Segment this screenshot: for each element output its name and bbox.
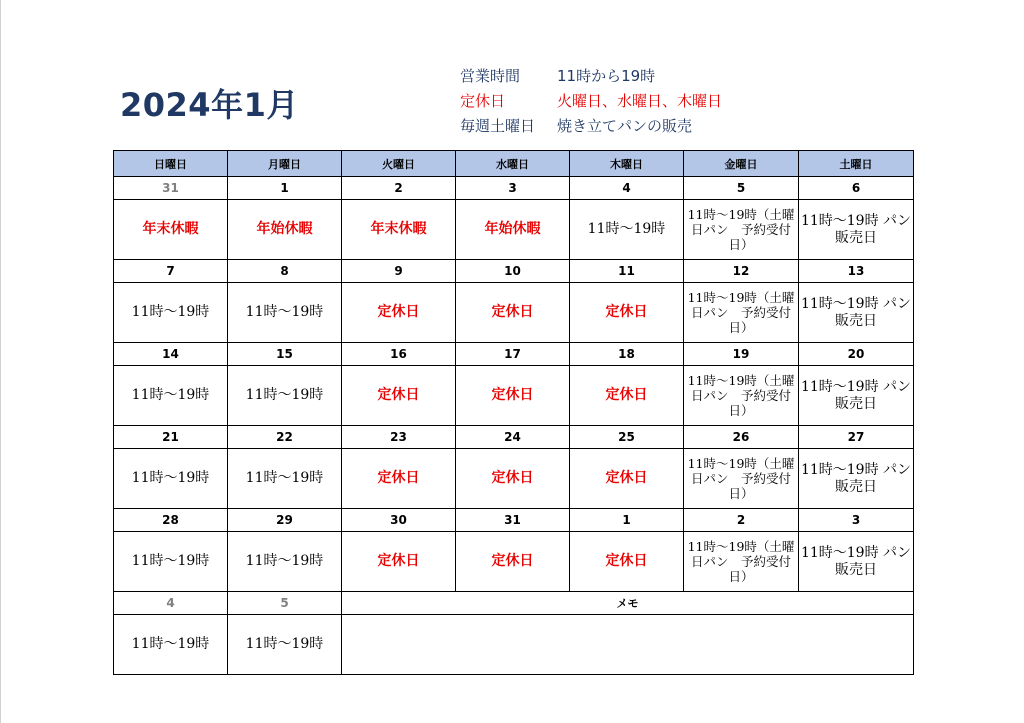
info-label: 定休日 bbox=[460, 92, 506, 110]
bread-reservation-day: 11時～19時（土曜日パン 予約受付日） bbox=[684, 200, 799, 260]
business-hours: 11時～19時 bbox=[114, 615, 228, 675]
bread-sale-day: 11時～19時 パン販売日 bbox=[799, 532, 914, 592]
info-value: 火曜日、水曜日、木曜日 bbox=[557, 92, 723, 110]
page-title: 2024年1月 bbox=[120, 86, 299, 124]
business-hours: 11時～19時 bbox=[228, 366, 342, 426]
weekday-mon: 月曜日 bbox=[228, 151, 342, 177]
date-number: 1 bbox=[570, 509, 684, 532]
date-row bbox=[114, 426, 914, 449]
date-number: 21 bbox=[114, 426, 228, 449]
date-row bbox=[114, 343, 914, 366]
schedule-row bbox=[114, 615, 914, 675]
date-number: 23 bbox=[342, 426, 456, 449]
date-number: 26 bbox=[684, 426, 799, 449]
year-end-holiday: 年末休暇 bbox=[342, 200, 456, 260]
memo-label: メモ bbox=[342, 592, 914, 615]
schedule-row bbox=[114, 366, 914, 426]
date-number: 3 bbox=[456, 177, 570, 200]
closed-day: 定休日 bbox=[570, 283, 684, 343]
date-number: 1 bbox=[228, 177, 342, 200]
business-info bbox=[460, 64, 722, 139]
weekday-header-row bbox=[114, 151, 914, 177]
closed-day: 定休日 bbox=[456, 532, 570, 592]
year-start-holiday: 年始休暇 bbox=[228, 200, 342, 260]
date-number: 11 bbox=[570, 260, 684, 283]
closed-day: 定休日 bbox=[456, 366, 570, 426]
date-number: 30 bbox=[342, 509, 456, 532]
date-number: 8 bbox=[228, 260, 342, 283]
business-hours: 11時～19時 bbox=[228, 615, 342, 675]
date-number: 27 bbox=[799, 426, 914, 449]
info-label: 毎週土曜日 bbox=[460, 117, 536, 135]
date-number: 7 bbox=[114, 260, 228, 283]
bread-sale-day: 11時～19時 パン販売日 bbox=[799, 366, 914, 426]
date-number: 9 bbox=[342, 260, 456, 283]
date-number: 4 bbox=[570, 177, 684, 200]
date-row bbox=[114, 260, 914, 283]
date-number: 13 bbox=[799, 260, 914, 283]
bread-sale-day: 11時～19時 パン販売日 bbox=[799, 449, 914, 509]
date-number: 3 bbox=[799, 509, 914, 532]
business-hours: 11時～19時 bbox=[228, 449, 342, 509]
info-saturday bbox=[460, 114, 722, 139]
schedule-row bbox=[114, 532, 914, 592]
closed-day: 定休日 bbox=[342, 366, 456, 426]
year-end-holiday: 年末休暇 bbox=[114, 200, 228, 260]
date-number: 28 bbox=[114, 509, 228, 532]
weekday-wed: 水曜日 bbox=[456, 151, 570, 177]
closed-day: 定休日 bbox=[342, 283, 456, 343]
date-number: 18 bbox=[570, 343, 684, 366]
closed-day: 定休日 bbox=[570, 532, 684, 592]
bread-reservation-day: 11時～19時（土曜日パン 予約受付日） bbox=[684, 366, 799, 426]
weekday-thu: 木曜日 bbox=[570, 151, 684, 177]
date-number: 24 bbox=[456, 426, 570, 449]
date-row bbox=[114, 177, 914, 200]
info-value: 11時から19時 bbox=[557, 67, 656, 85]
closed-day: 定休日 bbox=[456, 283, 570, 343]
date-row bbox=[114, 509, 914, 532]
bread-sale-day: 11時～19時 パン販売日 bbox=[799, 283, 914, 343]
business-hours: 11時～19時 bbox=[228, 532, 342, 592]
date-number: 22 bbox=[228, 426, 342, 449]
date-number: 12 bbox=[684, 260, 799, 283]
business-hours: 11時～19時 bbox=[114, 449, 228, 509]
date-number: 15 bbox=[228, 343, 342, 366]
info-label: 営業時間 bbox=[460, 67, 521, 85]
date-number: 31 bbox=[114, 177, 228, 200]
closed-day: 定休日 bbox=[342, 449, 456, 509]
date-number: 2 bbox=[342, 177, 456, 200]
calendar-table bbox=[113, 150, 914, 675]
date-number: 6 bbox=[799, 177, 914, 200]
closed-day: 定休日 bbox=[570, 366, 684, 426]
date-number: 5 bbox=[684, 177, 799, 200]
date-number: 29 bbox=[228, 509, 342, 532]
business-hours: 11時～19時 bbox=[228, 283, 342, 343]
memo-area[interactable] bbox=[342, 615, 914, 675]
closed-day: 定休日 bbox=[456, 449, 570, 509]
date-number: 16 bbox=[342, 343, 456, 366]
bread-sale-day: 11時～19時 パン販売日 bbox=[799, 200, 914, 260]
date-number: 17 bbox=[456, 343, 570, 366]
date-number: 2 bbox=[684, 509, 799, 532]
business-hours: 11時～19時 bbox=[114, 283, 228, 343]
date-number: 25 bbox=[570, 426, 684, 449]
schedule-row bbox=[114, 200, 914, 260]
year-start-holiday: 年始休暇 bbox=[456, 200, 570, 260]
bread-reservation-day: 11時～19時（土曜日パン 予約受付日） bbox=[684, 283, 799, 343]
weekday-fri: 金曜日 bbox=[684, 151, 799, 177]
info-value: 焼き立てパンの販売 bbox=[557, 117, 693, 135]
weekday-sat: 土曜日 bbox=[799, 151, 914, 177]
page-edge bbox=[0, 0, 1, 723]
bread-reservation-day: 11時～19時（土曜日パン 予約受付日） bbox=[684, 449, 799, 509]
date-number: 31 bbox=[456, 509, 570, 532]
business-hours: 11時～19時 bbox=[570, 200, 684, 260]
date-number: 5 bbox=[228, 592, 342, 615]
date-number: 14 bbox=[114, 343, 228, 366]
business-hours: 11時～19時 bbox=[114, 366, 228, 426]
date-number: 20 bbox=[799, 343, 914, 366]
weekday-sun: 日曜日 bbox=[114, 151, 228, 177]
closed-day: 定休日 bbox=[570, 449, 684, 509]
date-row bbox=[114, 592, 914, 615]
weekday-tue: 火曜日 bbox=[342, 151, 456, 177]
closed-day: 定休日 bbox=[342, 532, 456, 592]
schedule-row bbox=[114, 449, 914, 509]
info-hours bbox=[460, 64, 722, 89]
schedule-row bbox=[114, 283, 914, 343]
info-closed bbox=[460, 89, 722, 114]
bread-reservation-day: 11時～19時（土曜日パン 予約受付日） bbox=[684, 532, 799, 592]
date-number: 10 bbox=[456, 260, 570, 283]
date-number: 19 bbox=[684, 343, 799, 366]
business-hours: 11時～19時 bbox=[114, 532, 228, 592]
date-number: 4 bbox=[114, 592, 228, 615]
